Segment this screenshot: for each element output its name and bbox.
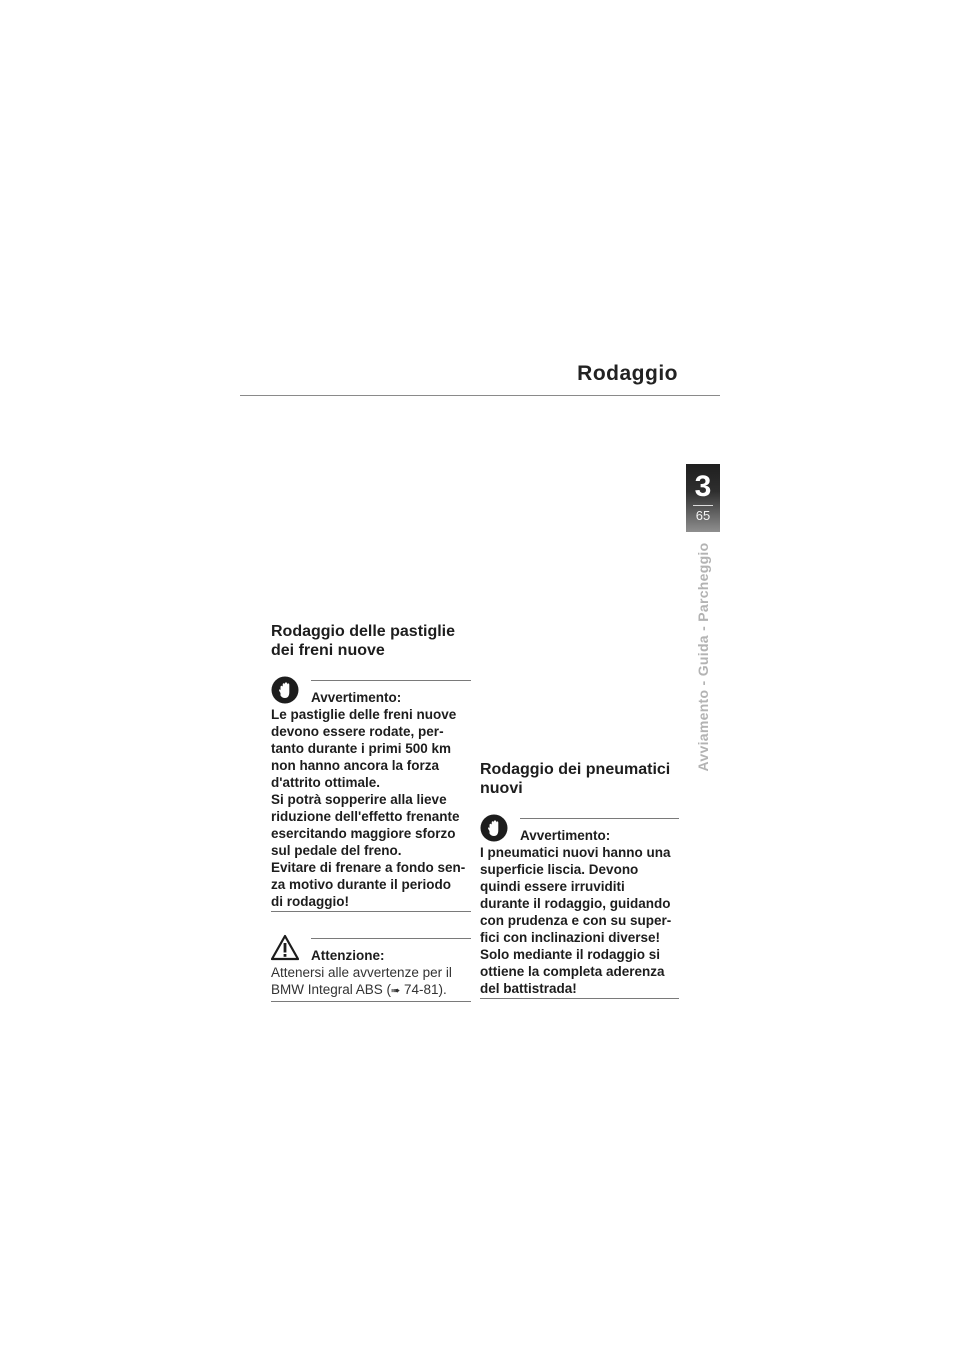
brake-pads-heading: Rodaggio delle pastiglie dei freni nuove [271, 623, 456, 659]
page-number: 65 [695, 508, 711, 523]
hand-stop-icon [271, 676, 299, 704]
warning-header [271, 680, 471, 706]
chapter-divider [693, 505, 713, 506]
warning-bottom-rule [480, 998, 679, 999]
chapter-number: 3 [694, 470, 712, 503]
chapter-tab [686, 464, 720, 532]
tyres-section [480, 760, 679, 798]
chapter-side-label: Avviamento - Guida - Parcheggio [695, 542, 711, 772]
caution-bottom-rule [271, 1001, 471, 1002]
warning-text: Le pastiglie delle freni nuove devono essere rodate, per- tanto durante i primi 500 km non hanno ancora la forza d'attrito ottimale. Si potrà sopperire alla lieve riduzione dell'effetto frenante esercitando maggiore sforzo sul pedale del freno. Evitare di frenare a fondo sen- za motivo durante il periodo di rodaggio! [271, 707, 466, 909]
brake-pads-section [271, 622, 471, 660]
caution-top-rule [311, 938, 471, 939]
warning-triangle-icon [271, 934, 299, 962]
abs-caution [271, 938, 471, 1002]
warning-bottom-rule [271, 911, 471, 912]
tyres-heading: Rodaggio dei pneumatici nuovi [480, 761, 671, 797]
caution-text: Attenersi alle avvertenze per il BMW Integral ABS (➠ 74-81). [271, 965, 452, 997]
page-reference-arrow-icon: ➠ [391, 985, 401, 997]
warning-text: I pneumatici nuovi hanno una superficie liscia. Devono quindi essere irruviditi durante il rodaggio, guidando con prudenza e con su super- fici con inclinazioni diverse! Solo mediante il rodaggio si ottiene la completa aderenza del battistrada! [480, 845, 672, 996]
caution-title: Attenzione: [311, 948, 385, 963]
tyres-warning [480, 818, 679, 999]
warning-title: Avvertimento: [520, 828, 611, 843]
warning-top-rule [311, 680, 471, 681]
warning-header [480, 818, 679, 844]
brake-pads-warning [271, 680, 471, 912]
page-title: Rodaggio [577, 362, 678, 385]
header-rule [240, 395, 720, 396]
hand-stop-icon [480, 814, 508, 842]
warning-top-rule [520, 818, 679, 819]
warning-title: Avvertimento: [311, 690, 402, 705]
caution-header [271, 938, 471, 964]
